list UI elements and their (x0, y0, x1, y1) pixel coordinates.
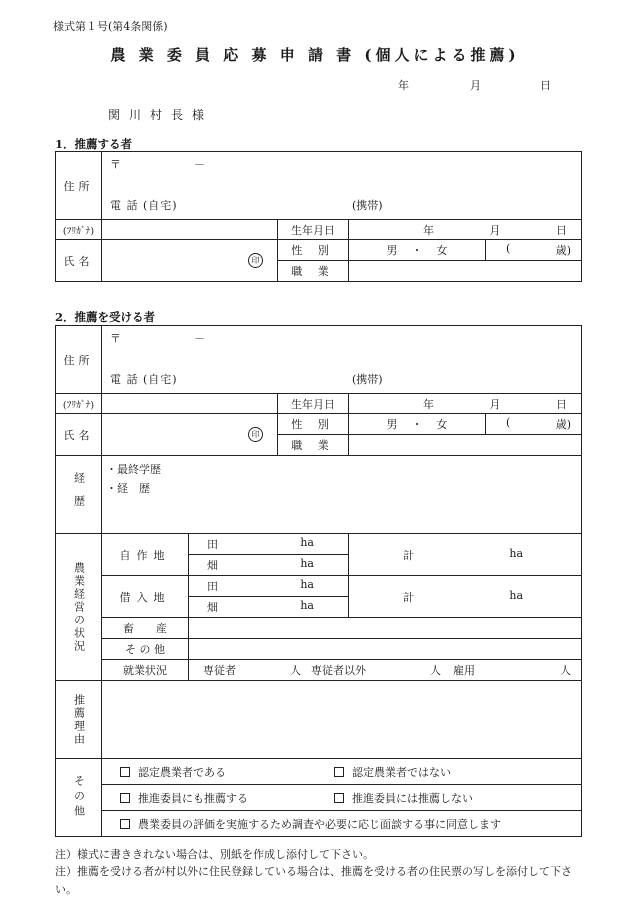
other-row-1 (102, 759, 582, 785)
note-2: 注）推薦を受ける者が村以外に住民登録している場合は、推薦を受ける者の住民票の写しを添付して下さい。 (55, 865, 572, 896)
occupation-label: 職 業 (278, 435, 349, 456)
age-field[interactable]: ( 歳) (486, 414, 582, 435)
gender-field[interactable]: 男 ・ 女 (349, 414, 486, 435)
seal-icon: 印 (248, 253, 263, 268)
checkbox-icon[interactable] (120, 819, 130, 829)
address-field[interactable] (102, 152, 582, 220)
farm-other-field[interactable] (189, 639, 582, 660)
farm-other-label: そ の 他 (102, 639, 189, 660)
livestock-label: 畜 産 (102, 618, 189, 639)
own-land-label: 自作地 (102, 534, 189, 576)
not-certified-farmer-option[interactable]: 認定農業者ではない (334, 764, 451, 780)
name-field[interactable] (102, 414, 278, 456)
rented-upland-field[interactable]: 畑 ha (189, 597, 349, 618)
not-recommend-promoter-option[interactable]: 推進委員には推薦しない (334, 790, 473, 806)
phone-home-label: 電 話 (自宅) (110, 199, 178, 212)
other-row-3 (102, 811, 582, 837)
address-label: 住所 (56, 326, 102, 394)
section1-title: 1．推薦する者 (55, 137, 133, 151)
date-year-label: 年 (398, 79, 409, 92)
postal-mark: 〒 (110, 332, 121, 345)
nominee-table (55, 325, 582, 837)
education-label: ・最終学歴 (106, 463, 161, 476)
name-label: 氏名 (56, 414, 102, 456)
career-label: 経歴 (56, 456, 102, 534)
phone-mobile-label: (携帯) (352, 199, 383, 212)
own-upland-field[interactable]: 畑 ha (189, 555, 349, 576)
employment-label: 就業状況 (102, 660, 189, 681)
livestock-field[interactable] (189, 618, 582, 639)
other-row-2 (102, 785, 582, 811)
name-label: 氏名 (56, 240, 102, 282)
history-label: ・経 歴 (106, 482, 150, 495)
checkbox-icon[interactable] (334, 793, 344, 803)
own-total-field[interactable]: 計 ha (349, 534, 582, 576)
date-day-label: 日 (540, 79, 551, 92)
reason-field[interactable] (102, 681, 582, 759)
postal-dash: － (194, 158, 205, 171)
furigana-label: (ﾌﾘｶﾞﾅ) (56, 394, 102, 414)
gender-label: 性 別 (278, 414, 349, 435)
rented-paddy-field[interactable]: 田 ha (189, 576, 349, 597)
recommender-table (55, 151, 582, 282)
birthdate-label: 生年月日 (278, 220, 349, 240)
own-paddy-field[interactable]: 田 ha (189, 534, 349, 555)
occupation-label: 職 業 (278, 261, 349, 282)
address-label: 住所 (56, 152, 102, 220)
gender-label: 性 別 (278, 240, 349, 261)
birthdate-field[interactable]: 年 月 日 (349, 220, 582, 240)
other-label: その他 (56, 759, 102, 837)
rented-total-field[interactable]: 計 ha (349, 576, 582, 618)
birthdate-label: 生年月日 (278, 394, 349, 414)
furigana-label: (ﾌﾘｶﾞﾅ) (56, 220, 102, 240)
checkbox-icon[interactable] (120, 793, 130, 803)
note-1: 注）様式に書ききれない場合は、別紙を作成し添付して下さい。 (55, 848, 374, 861)
rented-land-label: 借入地 (102, 576, 189, 618)
addressee: 関川村長様 (108, 108, 214, 122)
furigana-field[interactable] (102, 394, 278, 414)
career-field[interactable] (102, 456, 582, 534)
postal-dash: － (194, 332, 205, 345)
phone-mobile-label: (携帯) (352, 373, 383, 386)
furigana-field[interactable] (102, 220, 278, 240)
occupation-field[interactable] (349, 261, 582, 282)
checkbox-icon[interactable] (120, 767, 130, 777)
checkbox-icon[interactable] (334, 767, 344, 777)
recommend-promoter-option[interactable]: 推進委員にも推薦する (120, 790, 334, 806)
form-number: 様式第１号(第4条関係) (53, 20, 168, 33)
date-month-label: 月 (470, 79, 481, 92)
certified-farmer-option[interactable]: 認定農業者である (120, 764, 334, 780)
address-field[interactable] (102, 326, 582, 394)
birthdate-field[interactable]: 年 月 日 (349, 394, 582, 414)
occupation-field[interactable] (349, 435, 582, 456)
reason-label: 推薦理由 (56, 681, 102, 759)
postal-mark: 〒 (110, 158, 121, 171)
employment-field[interactable]: 専従者 人 専従者以外 人 雇用 人 (189, 660, 582, 681)
farm-status-label: 農業経営の状況 (56, 534, 102, 681)
seal-icon: 印 (248, 427, 263, 442)
phone-home-label: 電 話 (自宅) (110, 373, 178, 386)
gender-field[interactable]: 男 ・ 女 (349, 240, 486, 261)
section2-title: 2．推薦を受ける者 (55, 310, 156, 324)
name-field[interactable] (102, 240, 278, 282)
consent-option[interactable]: 農業委員の評価を実施するため調査や必要に応じ面談する事に同意します (106, 816, 577, 832)
age-field[interactable]: ( 歳) (486, 240, 582, 261)
page-title: 農 業 委 員 応 募 申 請 書 (個人による推薦) (110, 46, 520, 64)
